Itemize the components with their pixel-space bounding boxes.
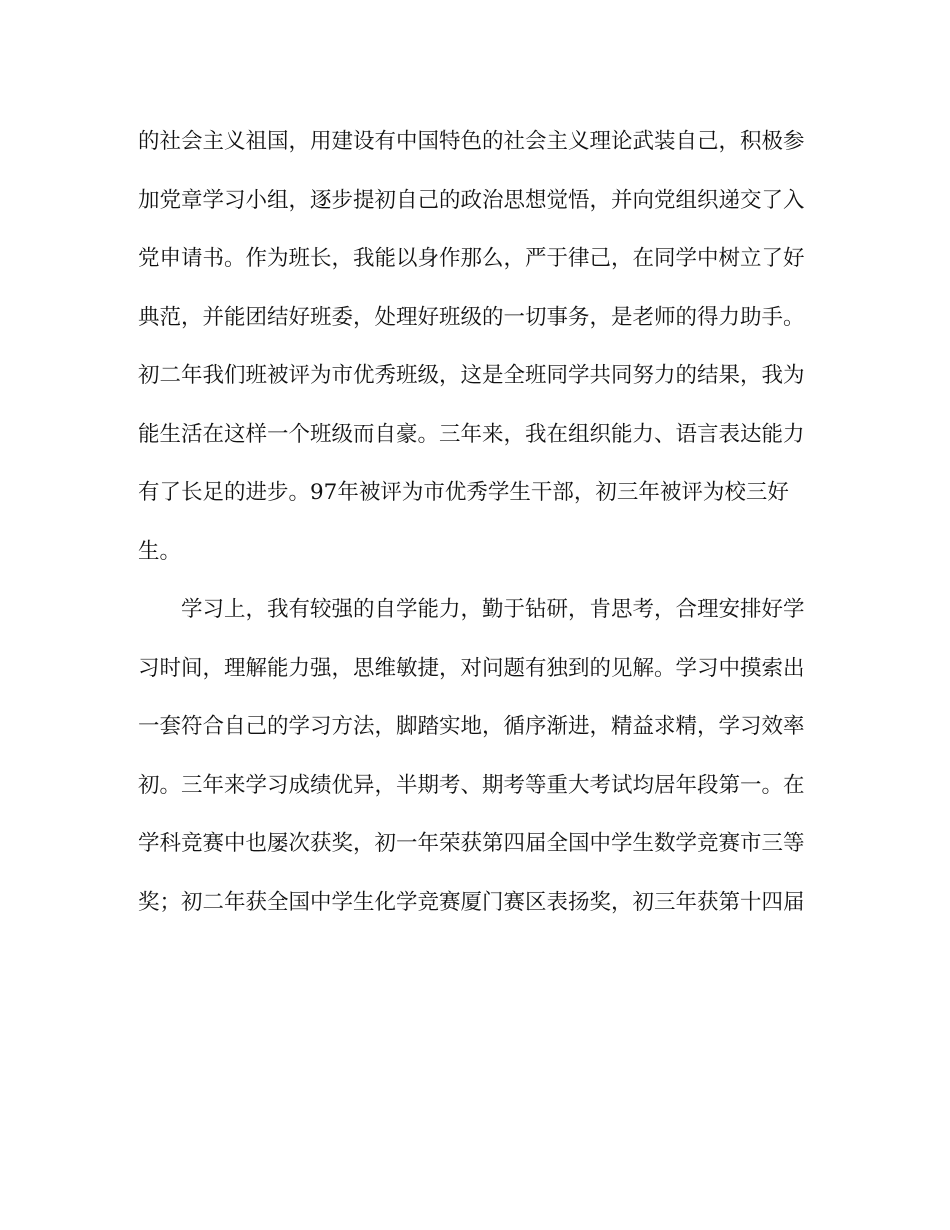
text-line: 能生活在这样一个班级而自豪。三年来，我在组织能力、语言表达能力 — [138, 421, 805, 447]
text-line: 加党章学习小组，逐步提初自己的政治思想觉悟，并向党组织递交了入 — [138, 187, 805, 213]
text-line: 初。三年来学习成绩优异，半期考、期考等重大考试均居年段第一。在 — [138, 772, 805, 798]
text-line: 一套符合自己的学习方法，脚踏实地，循序渐进，精益求精，学习效率 — [138, 714, 805, 739]
paragraph-start-line: 学习上，我有较强的自学能力，勤于钻研，肯思考，合理安排好学 — [181, 597, 805, 622]
text-line: 初二年我们班被评为市优秀班级，这是全班同学共同努力的结果，我为 — [138, 363, 805, 388]
text-line: 习时间，理解能力强，思维敏捷，对问题有独到的见解。学习中摸索出 — [138, 655, 805, 681]
text-line: 典范，并能团结好班委，处理好班级的一切事务，是老师的得力助手。 — [138, 304, 805, 330]
text-line: 的社会主义祖国，用建设有中国特色的社会主义理论武装自己，积极参 — [138, 129, 805, 154]
text-line: 学科竞赛中也屡次获奖，初一年荣获第四届全国中学生数学竞赛市三等 — [138, 831, 805, 856]
body-text — [138, 122, 818, 941]
text-line: 生。 — [138, 538, 182, 564]
text-line: 党申请书。作为班长，我能以身作那么，严于律己，在同学中树立了好 — [138, 246, 805, 271]
text-line: 有了长足的进步。97年被评为市优秀学生干部，初三年被评为校三好 — [138, 480, 789, 505]
text-line: 奖；初二年获全国中学生化学竞赛厦门赛区表扬奖，初三年获第十四届 — [138, 889, 805, 915]
